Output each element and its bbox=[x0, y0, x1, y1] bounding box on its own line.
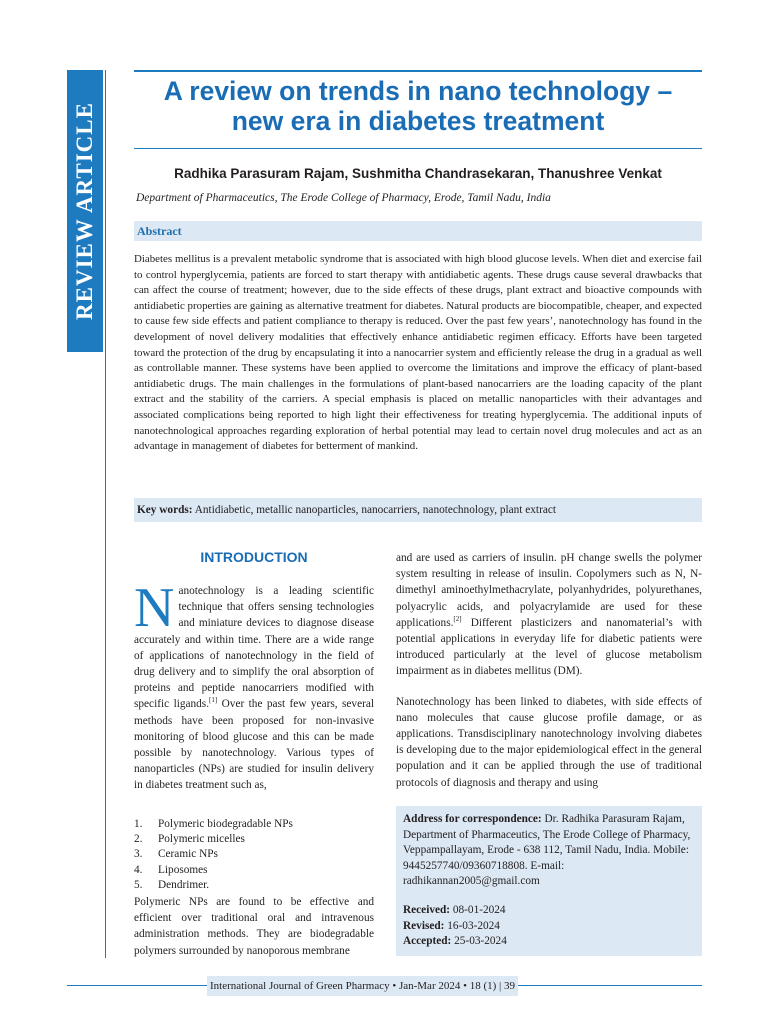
list-item: 2. Polymeric micelles bbox=[134, 833, 245, 846]
accepted-date: Accepted: 25-03-2024 bbox=[403, 935, 507, 948]
introduction-paragraph-2: Polymeric NPs are found to be effective and efficient over traditional oral and intravenous administration methods. They are biodegradable polymers surrounded by nanoporous membrane bbox=[134, 896, 374, 957]
introduction-paragraph-1 bbox=[134, 577, 374, 794]
title-line-1: A review on trends in nano technology – bbox=[163, 76, 673, 106]
keywords-label: Key words: bbox=[137, 504, 193, 516]
page-footer bbox=[67, 976, 702, 996]
revised-date: Revised: 16-03-2024 bbox=[403, 919, 500, 932]
introduction-heading: INTRODUCTION bbox=[200, 549, 308, 565]
article-type-label: REVIEW ARTICLE bbox=[72, 102, 97, 320]
top-rule bbox=[134, 70, 702, 72]
list-item: 3. Ceramic NPs bbox=[134, 848, 218, 861]
side-rule bbox=[105, 70, 106, 958]
correspondence-box bbox=[396, 806, 702, 956]
abstract-heading: Abstract bbox=[134, 221, 702, 241]
right-column-paragraph-2: Nanotechnology has been linked to diabetes, with side effects of nano molecules that cause glucose profile damage, or as applications. Transdisciplinary nanotechnology involving diabetes is developing due to the major epidemiological effect in the general population and it can be applied through the use of traditional protocols of diagnosis and therapy and using bbox=[396, 695, 702, 789]
article-title bbox=[134, 76, 702, 136]
article-dates bbox=[403, 903, 696, 950]
nanoparticle-list bbox=[134, 817, 374, 893]
affiliation: Department of Pharmaceutics, The Erode College of Pharmacy, Erode, Tamil Nadu, India bbox=[136, 192, 551, 204]
title-rule bbox=[134, 148, 702, 149]
correspondence-address: Address for correspondence: Dr. Radhika Parasuram Rajam, Department of Pharmaceutics, The Erode College of Pharmacy, Veppampallayam, Erode - 638 112, Tamil Nadu, India. Mobile: 9445257740/09360718808. E-mail: radhikannan2005@gmail.com bbox=[403, 813, 691, 888]
intro-text-b: Over the past few years, several methods have been proposed for non-invasive monitoring of blood glucose and this can be made possible by nanotechnology. Various types of nanoparticles (NPs) are studied for insulin delivery in diabetes treatment such as, bbox=[134, 698, 374, 792]
list-item: 4. Liposomes bbox=[134, 863, 208, 876]
drop-cap: N bbox=[134, 577, 175, 639]
author-list: Radhika Parasuram Rajam, Sushmitha Chandrasekaran, Thanushree Venkat bbox=[174, 166, 662, 181]
abstract-text: Diabetes mellitus is a prevalent metabolic syndrome that is associated with high blood glucose levels. When diet and exercise fail to control hyperglycemia, patients are forced to start therapy with antidiabetic agents. These drugs cause several drawbacks that can affect the course of treatment; however, due to the side effects of these drugs, plant extract and bioactive compounds with antidiabetic properties are gaining as alternative treatment for diabetes. Natural products are biocompatible, cheaper, and expected to cause few side effects and patient compliance to therapy is reduced. Over the past few years’, nanotechnology has found in the development of novel delivery modalities that effectively enhance antidiabetic regimen efficacy. Efforts have been targeted toward the protection of the drug by encapsulating it into a nanocarrier system and efficiently release the drug in a gradual as well as controllable manner. These systems have been applied to overcome the limitations and improve the efficacy of plant-based antidiabetic drugs. The main challenges in the formulations of plant-based nanocarriers are the loading capacity of the plant extract and the stability of the carriers. A special emphasis is placed on metallic nanoparticles with their advantages and associated complications being reported to high light their effectiveness for treating hyperglycemia. The additional inputs of nanotechnological approaches regarding exploration of herbal potential may lead to certain novel drug molecules and act as an advantage in management of diabetes for betterment of mankind. bbox=[134, 253, 702, 453]
journal-citation: International Journal of Green Pharmacy • Jan-Mar 2024 • 18 (1) | 39 bbox=[207, 976, 518, 996]
side-banner bbox=[67, 70, 103, 352]
intro-text-a: anotechnology is a leading scientific technique that offers sensing technologies and miniature devices to diagnose disease accurately and within time. There are a wide range of applications of nanotechnology in the field of drug delivery and to simplify the oral absorption of proteins and peptide nanocarriers modified with specific ligands. bbox=[134, 585, 374, 711]
citation-1[interactable]: [1] bbox=[209, 696, 218, 705]
title-line-2: new era in diabetes treatment bbox=[231, 106, 605, 136]
right-column-paragraph-1: and are used as carriers of insulin. pH change swells the polymer system resulting in release of insulin. Copolymers such as N, N-dimethyl aminoethylmethacrylate, polyanhydrides, polyurethanes, polyacrylic acids, and polyacrylamide are used for these applications.[2] Different plasticizers and nanomaterial’s with potential applications in everyday life for diabetic patients were introduced particularly at the level of glucose metabolism impairment as in diabetes mellitus (DM). bbox=[396, 552, 702, 678]
received-date: Received: 08-01-2024 bbox=[403, 903, 506, 916]
keywords-text: Antidiabetic, metallic nanoparticles, nanocarriers, nanotechnology, plant extract bbox=[192, 504, 556, 516]
right-column bbox=[396, 550, 702, 791]
list-item: 5. Dendrimer. bbox=[134, 878, 210, 891]
citation-2[interactable]: [2] bbox=[453, 615, 462, 624]
keywords-panel bbox=[134, 498, 702, 522]
list-item: 1. Polymeric biodegradable NPs bbox=[134, 818, 293, 830]
